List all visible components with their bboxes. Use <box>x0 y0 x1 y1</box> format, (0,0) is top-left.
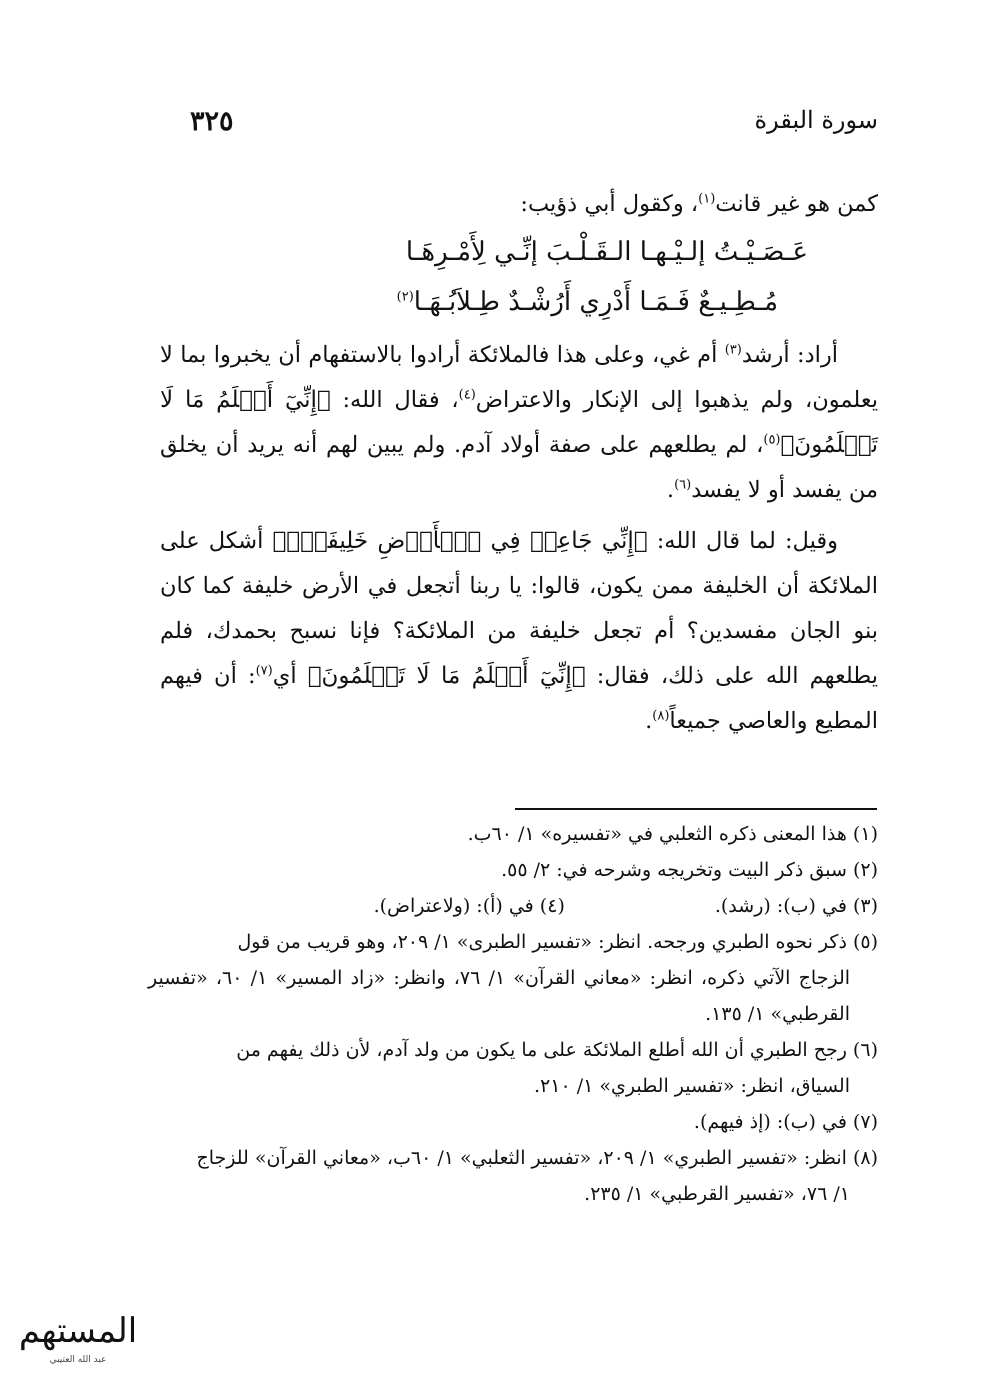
text-span: أشكل على الملائكة أن الخليفة ممن يكون، قالوا: يا ربنا أتجعل في الأرض خليفة كما كان بنو الجان مفسدين؟ أم تجعل خليفة من الملائكة؟ فإنا نسبح بحمدك، فلم يطلعهم الله على ذلك، فقال: <box>160 528 878 689</box>
footnote-ref: (٤) <box>458 387 476 403</box>
text-span: . <box>645 708 653 734</box>
text-span: أم غي، وعلى هذا فالملائكة أرادوا بالاستفهام أن يخبروا بما لا يعلمون، ولم يذهبوا إلى الإنكار والاعتراض <box>160 342 878 413</box>
footnote-8 <box>148 1140 878 1212</box>
footnote-continuation: ١/ ٧٦، «تفسير القرطبي» ١/ ٢٣٥. <box>584 1183 850 1205</box>
poetry-verse-first: عَـصَـيْـتُ إلـيْـهـا الـقَـلْـبَ إنِّـي لِأَمْـرِهَـا <box>405 237 808 267</box>
footnotes <box>148 816 878 1212</box>
text-span: مُـطِـيـعٌ فَـمَـا أَدْرِي أَرُشْـدٌ طِـلاَبُـهَـا <box>413 287 778 317</box>
text-span: : أن فيهم المطيع والعاصي جميعاً <box>160 663 878 734</box>
text-span: (٨) انظر: «تفسير الطبري» ١/ ٢٠٩، «تفسير الثعلبي» ١/ ٦٠ب، «معاني القرآن» للزجاج <box>196 1147 878 1169</box>
footnote-ref: (٥) <box>763 432 781 448</box>
calligraphy-logo-icon <box>8 1300 148 1370</box>
text-span: ، لم يطلعهم على صفة أولاد آدم. ولم يبين لهم أنه يريد أن يخلق من يفسد أو لا يفسد <box>160 432 878 503</box>
logo-text: المستهم <box>18 1311 138 1351</box>
footnote-ref: (٣) <box>724 342 742 358</box>
paragraph <box>160 519 878 744</box>
text-span: . <box>666 477 675 503</box>
footnote-continuation: السياق، انظر: «تفسير الطبري» ١/ ٢١٠. <box>533 1075 850 1097</box>
text-span: (٦) رجح الطبري أن الله أطلع الملائكة على ما يكون من ولد آدم، لأن ذلك يفهم من <box>236 1039 878 1061</box>
footnote-ref: (١) <box>698 191 716 207</box>
logo-subtext: عبد الله العتيبي <box>49 1355 107 1365</box>
text-span: أي <box>272 663 308 689</box>
text-span: أراد: أرشد <box>741 342 838 368</box>
footnote-2: (٢) سبق ذكر البيت وتخريجه وشرحه في: ٢/ ٥٥. <box>501 859 878 881</box>
text-span: كمن هو غير قانت <box>715 191 878 217</box>
main-text <box>160 182 878 744</box>
footnote-ref: (٦) <box>674 477 692 493</box>
quran-quote: ﴿إِنِّيٓ أَعۡلَمُ مَا لَا تَعۡلَمُونَ﴾ <box>160 387 878 458</box>
text-span: ، وكقول أبي ذؤيب: <box>520 191 699 217</box>
text-span: ، فقال الله: <box>330 387 459 413</box>
footnote-row-3-4 <box>148 888 878 924</box>
page-number: ٣٢٥ <box>190 106 234 137</box>
paragraph <box>160 333 878 513</box>
footnote-continuation: الزجاج الآتي ذكره، انظر: «معاني القرآن» ١/ ٧٦، وانظر: «زاد المسير» ١/ ٦٠، «تفسير القرطبي» ١/ ١٣٥. <box>148 967 851 1025</box>
body-line <box>160 182 878 227</box>
footnote-4: (٤) في (أ): (ولاعتراض). <box>373 895 565 917</box>
footnote-7: (٧) في (ب): (إذ فيهم). <box>693 1111 878 1133</box>
footnote-6 <box>148 1032 878 1104</box>
footnote-1: (١) هذا المعنى ذكره الثعلبي في «تفسيره» ١/ ٦٠ب. <box>467 823 878 845</box>
surah-title: سورة البقرة <box>754 106 878 134</box>
footnote-separator <box>515 808 877 810</box>
quran-quote: ﴿إِنِّيٓ أَعۡلَمُ مَا لَا تَعۡلَمُونَ﴾ <box>307 663 586 689</box>
quran-quote: ﴿إِنِّي جَاعِلٞ فِي ٱلۡأَرۡضِ خَلِيفَةٗۖ﴾ <box>272 528 648 554</box>
footnote-ref: (٢) <box>396 289 414 305</box>
footnote-ref: (٨) <box>652 708 670 724</box>
text-span: (٥) ذكر نحوه الطبري ورجحه. انظر: «تفسير الطبرى» ١/ ٢٠٩، وهو قريب من قول <box>237 931 878 953</box>
footnote-ref: (٧) <box>255 663 273 679</box>
footnote-5 <box>148 924 878 1032</box>
page-header <box>190 106 880 146</box>
footnote-3: (٣) في (ب): (رشد). <box>714 895 878 917</box>
poetry-verse-second <box>160 277 878 327</box>
text-span: وقيل: لما قال الله: <box>647 528 838 554</box>
